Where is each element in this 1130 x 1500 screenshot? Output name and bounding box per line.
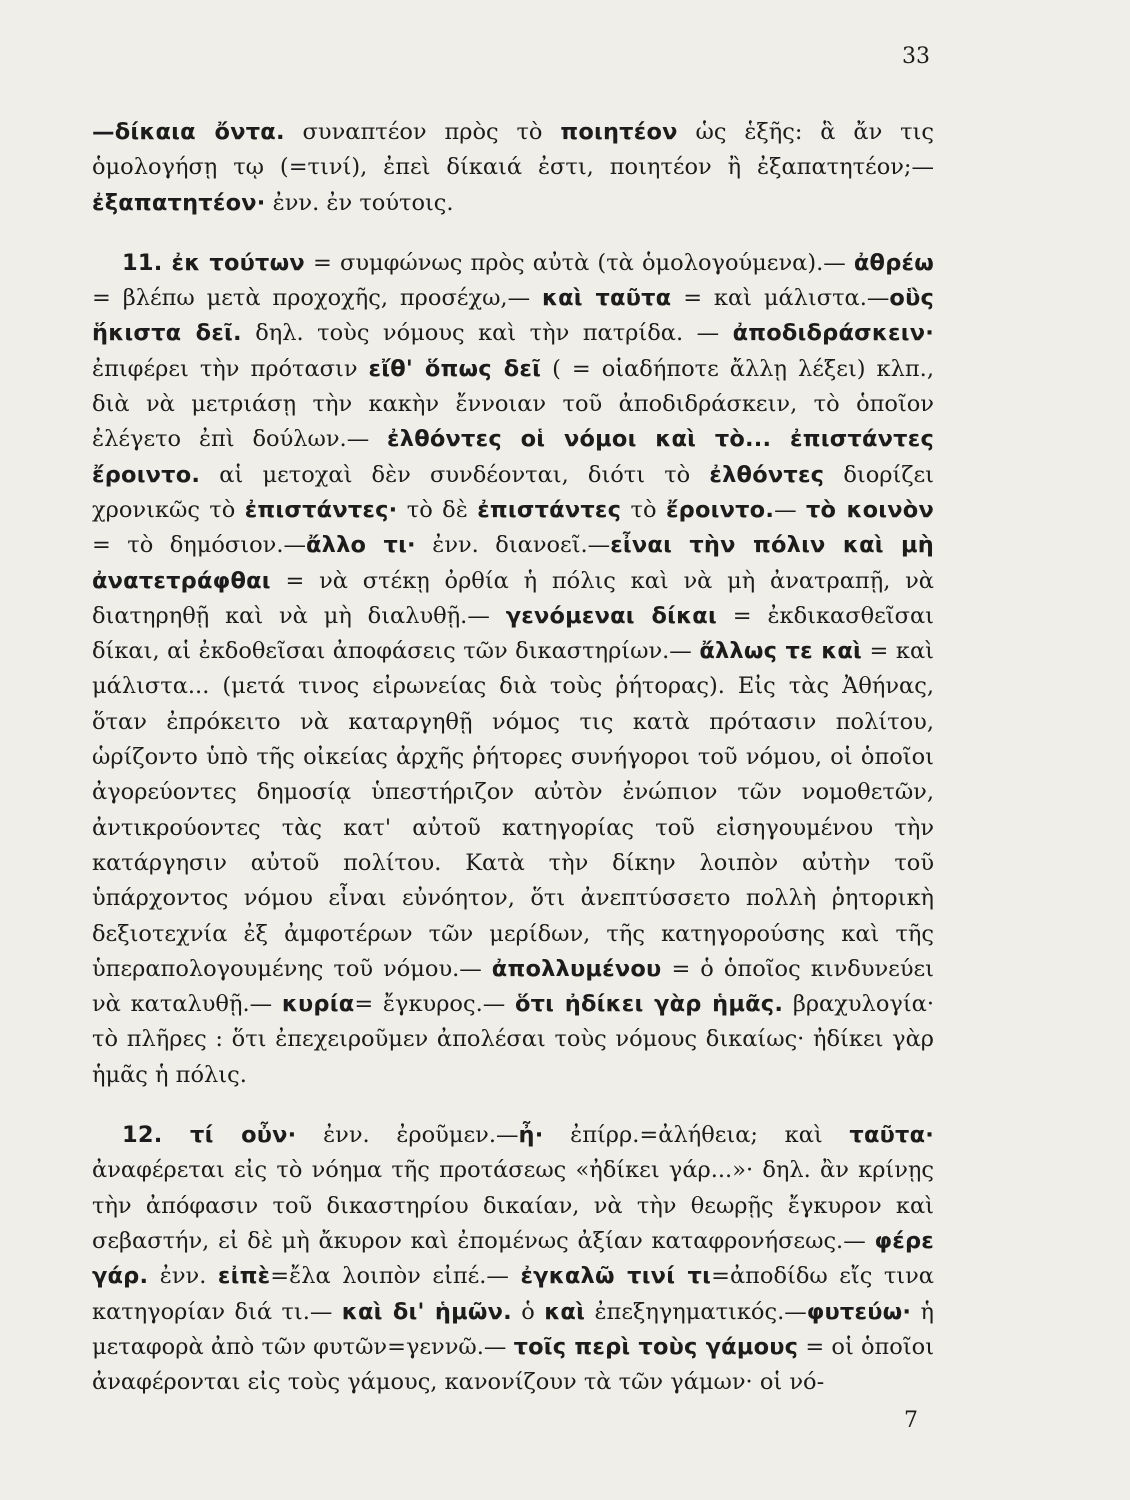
page-body	[92, 115, 934, 1400]
glossed-term: ἐλθόντες οἱ νόμοι καὶ τὸ... ἐπιστάντες ἔροιντο.	[92, 426, 934, 488]
commentary-text: διορίζει χρονικῶς τὸ	[92, 461, 934, 523]
paragraph	[92, 246, 934, 1093]
commentary-text: = βλέπω μετὰ προχοχῆς, προσέχω,—	[92, 285, 542, 312]
commentary-text: βραχυλογία· τὸ πλῆρες : ὅτι ἐπεχειροῦμεν ἀπολέσαι τοὺς νόμους δικαίως· ἠδίκει γὰρ ἡμᾶς ἡ πόλις.	[92, 991, 934, 1088]
commentary-text: ὡς ἑξῆς: ἃ ἄν τις ὁμολογήσῃ τῳ (=τινί), ἐπεὶ δίκαιά ἐστι, ποιητέον ἢ ἐξαπατητέον;—	[92, 119, 934, 181]
glossed-term: ὅτι ἠδίκει γὰρ ἡμᾶς.	[514, 991, 784, 1018]
glossed-term: τοῖς περὶ τοὺς γάμους	[513, 1333, 799, 1360]
commentary-text: δηλ. τοὺς νόμους καὶ τὴν πατρίδα. —	[241, 320, 733, 347]
commentary-text: = ὁ ὁποῖος κινδυνεύει νὰ καταλυθῇ.—	[92, 955, 934, 1018]
paragraph	[92, 115, 934, 221]
glossed-term: εἴθ' ὅπως δεῖ	[368, 355, 542, 382]
commentary-text: = τὸ δημόσιον.—	[92, 532, 306, 559]
commentary-text: = νὰ στέκῃ ὀρθία ἡ πόλις καὶ νὰ μὴ ἀνατραπῇ, νὰ διατηρηθῇ καὶ νὰ μὴ διαλυθῇ.—	[92, 567, 934, 629]
commentary-text: ἀναφέρεται εἰς τὸ νόημα τῆς προτάσεως «ἠδίκει γάρ...»· δηλ. ἂν κρίνῃς τὴν ἀπόφασιν τοῦ δικαστηρίου δικαίαν, νὰ τὴν θεωρῇς ἔγκυρον καὶ σεβαστήν, εἰ δὲ μὴ ἄκυρον καὶ ἐπομένως ἀξίαν καταφρονήσεως.—	[92, 1157, 934, 1254]
glossed-term: κυρία	[281, 991, 355, 1018]
glossed-term: ἄλλο τι·	[306, 532, 416, 559]
commentary-text: = ἔγκυρος.—	[354, 991, 515, 1018]
glossed-term: καὶ ταῦτα	[541, 285, 672, 312]
commentary-text: = ἐκδικασθεῖσαι δίκαι, αἱ ἐκδοθεῖσαι ἀποφάσεις τῶν δικαστηρίων.—	[92, 602, 934, 665]
commentary-text: ὁ	[511, 1298, 545, 1325]
glossed-term: ποιητέον	[560, 119, 678, 145]
commentary-text: αἱ μετοχαὶ δὲν συνδέονται, διότι τὸ	[200, 461, 710, 488]
glossed-term: —δίκαια ὄντα.	[92, 119, 285, 145]
glossed-term: ταῦτα·	[849, 1122, 934, 1149]
commentary-text: ἐπιφέρει τὴν πρότασιν	[92, 355, 369, 382]
glossed-term: εἰπὲ	[217, 1263, 271, 1290]
commentary-text: —	[774, 496, 806, 523]
paragraph	[92, 1118, 934, 1400]
glossed-term: τὸ κοινὸν	[805, 496, 934, 523]
glossed-term: ἔροιντο.	[665, 496, 775, 523]
glossed-term: οὓς ἥκιστα δεῖ.	[92, 285, 934, 347]
glossed-term: ἀπολλυμένου	[491, 955, 662, 982]
commentary-text: ἐνν. ἐν τούτοις.	[265, 189, 454, 216]
glossed-term: εἶναι τὴν πόλιν καὶ μὴ ἀνατετράφθαι	[92, 532, 935, 594]
glossed-term: ἐπιστάντες·	[244, 496, 398, 523]
page-number: 33	[902, 44, 930, 69]
glossed-term: καὶ δι' ἡμῶν.	[341, 1298, 512, 1325]
glossed-term: 11. ἐκ τούτων	[122, 249, 305, 276]
glossed-term: γενόμεναι δίκαι	[505, 602, 717, 629]
commentary-text: ἐπίρρ.=ἀλήθεια; καὶ	[543, 1122, 850, 1149]
glossed-term: ἀποδιδράσκειν·	[732, 320, 934, 347]
sheet-signature-number: 7	[904, 1408, 918, 1433]
commentary-text: =ἔλα λοιπὸν εἰπέ.—	[270, 1263, 521, 1290]
glossed-term: ἐλθόντες	[709, 461, 825, 488]
commentary-text: = καὶ μάλιστα.—	[671, 285, 890, 312]
glossed-term: ἐπιστάντες	[477, 496, 622, 523]
commentary-text: ἐπεξηγηματικός.—	[585, 1298, 807, 1325]
commentary-text: = οἱ ὁποῖοι ἀναφέρονται εἰς τοὺς γάμους, κανονίζουν τὰ τῶν γάμων· οἱ νό-	[92, 1333, 935, 1396]
glossed-term: καὶ	[544, 1298, 586, 1325]
commentary-text: ἐνν.	[148, 1263, 218, 1290]
commentary-text: = καὶ μάλιστα... (μετά τινος εἰρωνείας διὰ τοὺς ῥήτορας). Εἰς τὰς Ἀθήνας, ὅταν ἐπρόκειτο νὰ καταργηθῇ νόμος τις κατὰ πρότασιν πολίτου, ὡρίζοντο ὑπὸ τῆς οἰκείας ἀρχῆς ῥήτορες συνήγοροι τοῦ νόμου, οἱ ὁποῖοι ἀγορεύοντες δημοσίᾳ ὑπεστήριζον αὐτὸν ἐνώπιον τῶν νομοθετῶν, ἀντικρούοντες τὰς κατ' αὐτοῦ κατηγορίας τοῦ εἰσηγουμένου τὴν κατάργησιν αὐτοῦ πολίτου. Κατὰ τὴν δίκην λοιπὸν αὐτὴν τοῦ ὑπάρχοντος νόμου εἶναι εὐνόητον, ὅτι ἀνεπτύσσετο πολλὴ ῥητορικὴ δεξιοτεχνία ἐξ ἀμφοτέρων τῶν μερίδων, τῆς κατηγορούσης καὶ τῆς ὑπεραπολογουμένης τοῦ νόμου.—	[92, 638, 934, 982]
glossed-term: ἄλλως τε καὶ	[699, 638, 863, 665]
glossed-term: φυτεύω·	[806, 1298, 912, 1325]
commentary-text: =ἀποδίδω εἴς τινα κατηγορίαν διά τι.—	[92, 1263, 934, 1325]
glossed-term: 12. τί οὖν·	[122, 1122, 297, 1149]
glossed-term: ἦ·	[518, 1122, 544, 1149]
commentary-text: ἐνν. διανοεῖ.—	[415, 532, 611, 559]
commentary-text: τὸ	[621, 496, 666, 523]
commentary-text: ἡ μεταφορὰ ἀπὸ τῶν φυτῶν=γεννῶ.—	[92, 1298, 934, 1360]
commentary-text: = συμφώνως πρὸς αὐτὰ (τὰ ὁμολογούμενα).—	[304, 249, 854, 276]
glossed-term: ἐξαπατητέον·	[92, 189, 266, 216]
commentary-text: ( = οἱαδήποτε ἄλλῃ λέξει) κλπ., διὰ νὰ μετριάσῃ τὴν κακὴν ἔννοιαν τοῦ ἀποδιδράσκειν, τὸ ὁποῖον ἐλέγετο ἐπὶ δούλων.—	[92, 355, 934, 453]
glossed-term: φέρε γάρ.	[92, 1227, 934, 1290]
glossed-term: ἀθρέω	[853, 249, 934, 276]
commentary-text: τὸ δὲ	[397, 496, 478, 523]
glossed-term: ἐγκαλῶ τινί τι	[520, 1263, 712, 1290]
commentary-text: ἐνν. ἐροῦμεν.—	[296, 1122, 519, 1149]
commentary-text: συναπτέον πρὸς τὸ	[284, 119, 561, 145]
